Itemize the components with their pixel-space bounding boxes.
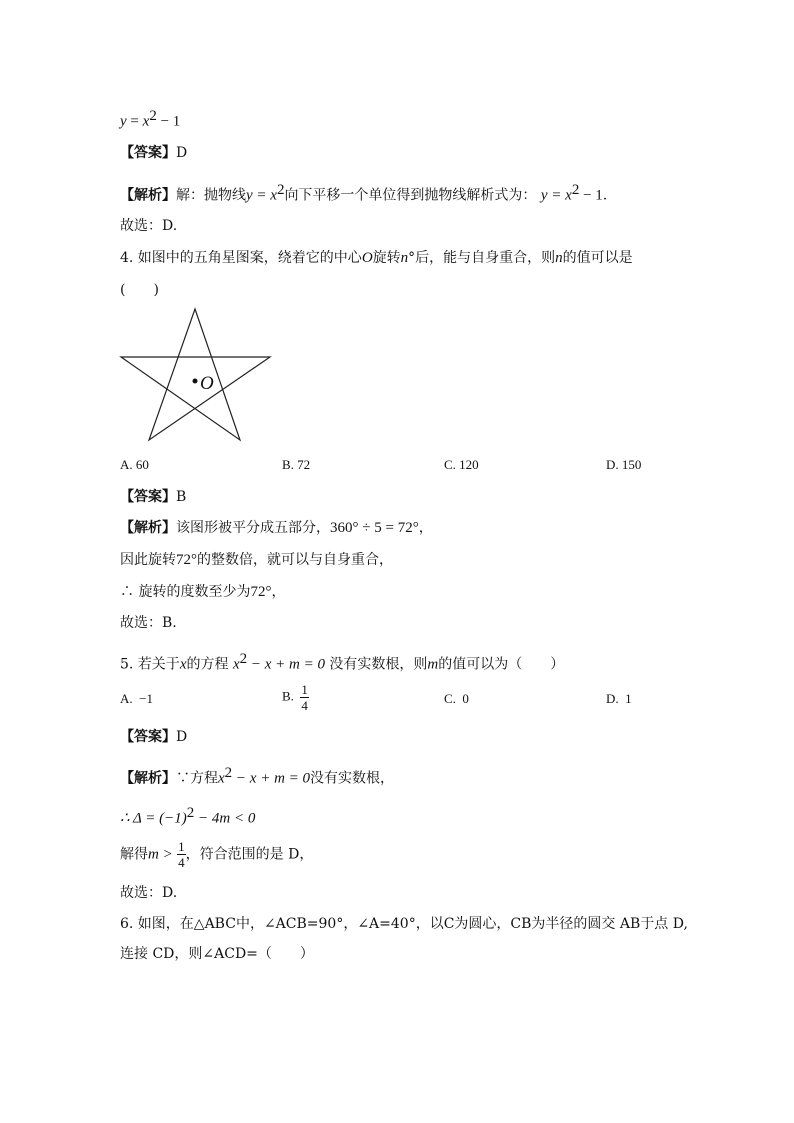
q4-analysis-2: 因此旋转72°的整数倍，就可以与自身重合， bbox=[120, 552, 393, 568]
center-label: O bbox=[200, 373, 214, 394]
q4-answer: 【答案】B bbox=[120, 489, 187, 505]
q3-choose: 故选：D. bbox=[120, 218, 178, 234]
q4-analysis-3: ∴ 旋转的度数至少为72°， bbox=[120, 584, 286, 600]
q3-answer: 【答案】D bbox=[120, 145, 188, 161]
fraction: $\frac{1}{4}$ bbox=[178, 839, 185, 870]
q4-option-b: B. 72 bbox=[282, 457, 311, 472]
q5-option-c: C. 0 bbox=[444, 691, 469, 706]
q4-paren: ( ) bbox=[120, 282, 159, 298]
center-dot bbox=[193, 379, 198, 384]
q6-stem-1: 6. 如图，在△ABC中，∠ACB=90°，∠A=40°，以C为圆心，CB为半径的圆交 AB于点 D, bbox=[120, 916, 688, 932]
formula-line: $y = x^2 - 1$ bbox=[120, 108, 181, 130]
q5-analysis-2: ∴ $\Delta = (-1)^2 - 4m < 0$ bbox=[120, 805, 256, 827]
q5-answer: 【答案】D bbox=[120, 729, 188, 745]
q5-option-a: A. −1 bbox=[120, 691, 153, 706]
q6-stem-2: 连接 CD，则∠ACD=（ ） bbox=[120, 946, 314, 962]
q4-analysis-1: 【解析】该图形被平分成五部分，360° ÷ 5 = 72°， bbox=[120, 520, 433, 536]
q4-option-c: C. 120 bbox=[444, 457, 479, 472]
star-outline bbox=[121, 309, 270, 440]
q3-analysis: 【解析】解：抛物线$y = x^2$向下平移一个单位得到抛物线解析式为： $y = x^2 - 1$. bbox=[120, 182, 608, 204]
q5-option-d: D. 1 bbox=[606, 691, 632, 706]
q4-option-d: D. 150 bbox=[606, 457, 642, 472]
q4-option-a: A. 60 bbox=[120, 457, 149, 472]
q5-choose: 故选：D. bbox=[120, 885, 178, 901]
q5-stem: 5. 若关于x的方程 $x^2 - x + m = 0$ 没有实数根，则m的值可以为（ ） bbox=[120, 651, 565, 673]
q5-analysis-3: 解得m > $\frac{1}{4}$ ，符合范围的是 D， bbox=[120, 839, 314, 870]
star-figure bbox=[115, 305, 280, 445]
q4-stem: 4. 如图中的五角星图案，绕着它的中心O旋转n°后，能与自身重合，则n的值可以是 bbox=[120, 250, 633, 266]
q5-option-b: B. $\frac{1}{4}$ bbox=[282, 682, 308, 713]
q4-choose: 故选：B. bbox=[120, 615, 177, 631]
q5-analysis-1: 【解析】∵方程$x^2 - x + m = 0$没有实数根， bbox=[120, 765, 395, 787]
fraction: $\frac{1}{4}$ bbox=[301, 682, 308, 713]
